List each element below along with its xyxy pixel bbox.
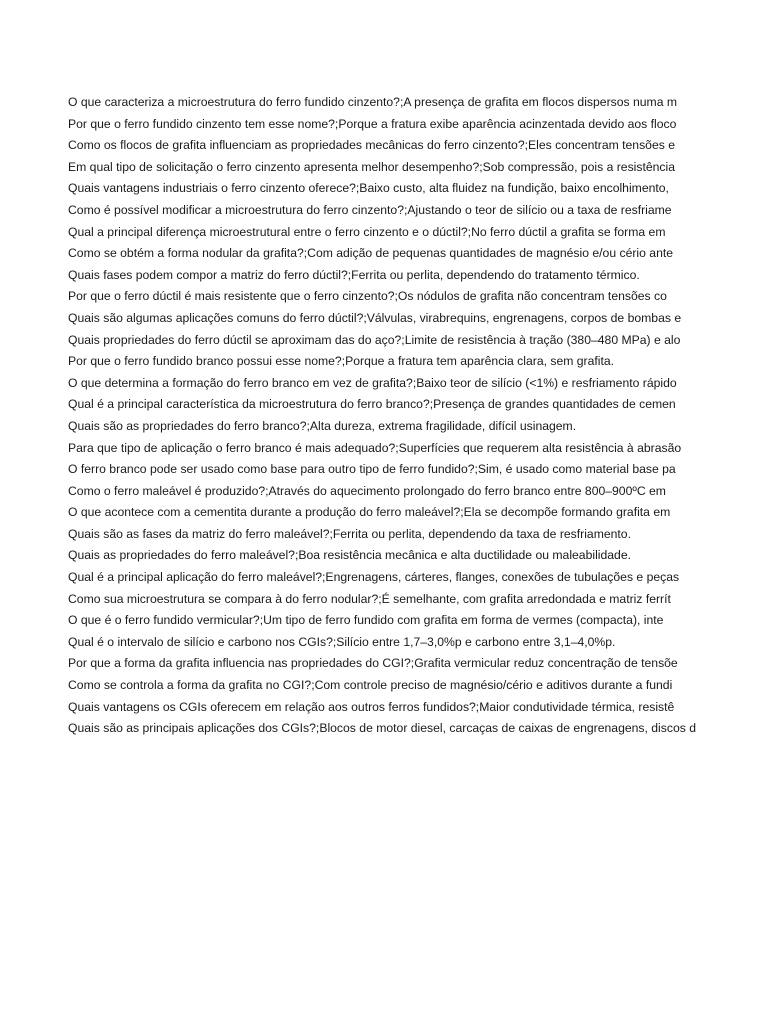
text-line: Quais as propriedades do ferro maleável?;Boa resistência mecânica e alta ductilidade ou maleabilidade.	[68, 548, 631, 563]
text-line: O ferro branco pode ser usado como base para outro tipo de ferro fundido?;Sim, é usado como material base pa	[68, 462, 676, 477]
text-line: Quais vantagens os CGIs oferecem em relação aos outros ferros fundidos?;Maior condutividade térmica, resistê	[68, 699, 675, 714]
text-line: Como é possível modificar a microestrutura do ferro cinzento?;Ajustando o teor de silício ou a taxa de resfriame	[68, 202, 672, 217]
text-line: Quais fases podem compor a matriz do ferro dúctil?;Ferrita ou perlita, dependendo do tratamento térmico.	[68, 267, 640, 282]
text-line: Quais propriedades do ferro dúctil se aproximam das do aço?;Limite de resistência à tração (380–480 MPa) e alo	[68, 332, 681, 347]
text-line: Qual a principal diferença microestrutural entre o ferro cinzento e o dúctil?;No ferro dúctil a grafita se forma em	[68, 224, 666, 239]
text-line: Em qual tipo de solicitação o ferro cinzento apresenta melhor desempenho?;Sob compressão, pois a resistência	[68, 159, 676, 174]
text-line: Como sua microestrutura se compara à do ferro nodular?;É semelhante, com grafita arredondada e matriz ferrít	[68, 591, 671, 606]
text-line: O que acontece com a cementita durante a produção do ferro maleável?;Ela se decompõe formando grafita em	[68, 505, 671, 520]
text-line: Quais são algumas aplicações comuns do ferro dúctil?;Válvulas, virabrequins, engrenagens, corpos de bombas e	[68, 310, 682, 325]
text-line: Qual é a principal aplicação do ferro maleável?;Engrenagens, cárteres, flanges, conexões de tubulações e peças	[68, 570, 680, 585]
text-line: Para que tipo de aplicação o ferro branco é mais adequado?;Superfícies que requerem alta resistência à abrasão	[68, 440, 682, 455]
text-line: Como se obtém a forma nodular da grafita?;Com adição de pequenas quantidades de magnésio e/ou cério ante	[68, 246, 674, 261]
text-line: O que é o ferro fundido vermicular?;Um tipo de ferro fundido com grafita em forma de vermes (compacta), inte	[68, 613, 664, 628]
text-block	[68, 92, 697, 740]
text-line: O que determina a formação do ferro branco em vez de grafita?;Baixo teor de silício (<1%) e resfriamento rápido	[68, 375, 677, 390]
text-line: Quais são as principais aplicações dos CGIs?;Blocos de motor diesel, carcaças de caixas de engrenagens, discos d	[68, 721, 696, 736]
text-line: Como os flocos de grafita influenciam as propriedades mecânicas do ferro cinzento?;Eles concentram tensões e	[68, 138, 675, 153]
text-line: Quais são as propriedades do ferro branco?;Alta dureza, extrema fragilidade, difícil usinagem.	[68, 418, 577, 433]
text-line: Por que a forma da grafita influencia nas propriedades do CGI?;Grafita vermicular reduz concentração de tensõe	[68, 656, 678, 671]
text-line: Por que o ferro dúctil é mais resistente que o ferro cinzento?;Os nódulos de grafita não concentram tensões co	[68, 289, 667, 304]
text-line: Por que o ferro fundido cinzento tem esse nome?;Porque a fratura exibe aparência acinzentada devido aos floco	[68, 116, 677, 131]
text-line: Qual é o intervalo de silício e carbono nos CGIs?;Silício entre 1,7–3,0%p e carbono entre 3,1–4,0%p.	[68, 634, 616, 649]
text-line: Quais vantagens industriais o ferro cinzento oferece?;Baixo custo, alta fluidez na fundição, baixo encolhimento,	[68, 181, 669, 196]
text-line: Como se controla a forma da grafita no CGI?;Com controle preciso de magnésio/cério e aditivos durante a fundi	[68, 678, 673, 693]
text-line: O que caracteriza a microestrutura do ferro fundido cinzento?;A presença de grafita em flocos dispersos numa m	[68, 95, 678, 109]
text-line: Qual é a principal característica da microestrutura do ferro branco?;Presença de grandes quantidades de cemen	[68, 397, 676, 412]
text-line: Quais são as fases da matriz do ferro maleável?;Ferrita ou perlita, dependendo da taxa de resfriamento.	[68, 526, 631, 541]
text-line: Como o ferro maleável é produzido?;Através do aquecimento prolongado do ferro branco entre 800–900ºC em	[68, 483, 666, 498]
text-line: Por que o ferro fundido branco possui esse nome?;Porque a fratura tem aparência clara, sem grafita.	[68, 354, 615, 369]
